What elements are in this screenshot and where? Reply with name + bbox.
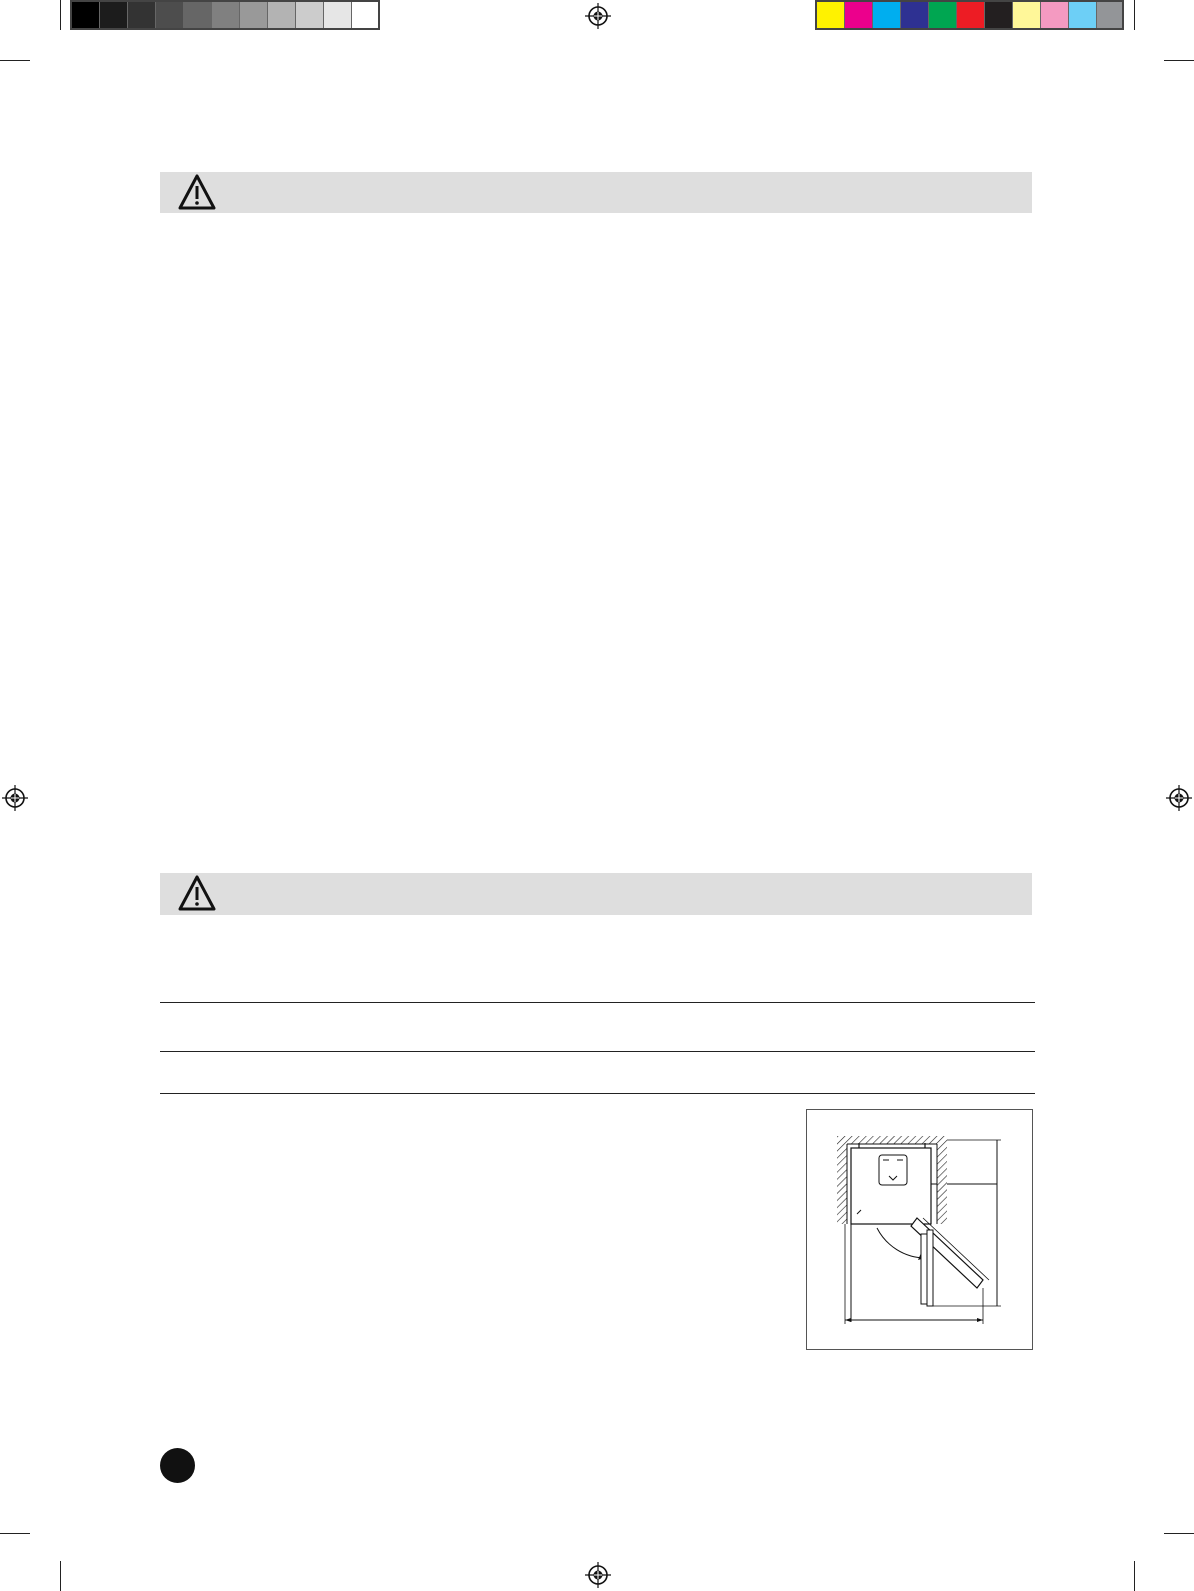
section-divider xyxy=(160,1093,1035,1094)
gray-swatch xyxy=(100,2,128,28)
gray-swatch xyxy=(240,2,268,28)
color-swatch xyxy=(845,2,873,28)
color-swatch xyxy=(1041,2,1069,28)
crop-mark xyxy=(1134,1561,1135,1591)
color-swatch xyxy=(1069,2,1097,28)
registration-mark-icon xyxy=(1166,785,1192,811)
crop-mark xyxy=(1164,1533,1194,1534)
color-swatch xyxy=(929,2,957,28)
registration-mark-icon xyxy=(585,1562,611,1588)
warning-banner xyxy=(160,172,1032,213)
crop-mark xyxy=(60,0,61,30)
gray-swatch xyxy=(352,2,378,28)
color-swatch xyxy=(817,2,845,28)
warning-triangle-icon xyxy=(177,173,217,211)
crop-mark xyxy=(60,1561,61,1591)
crop-mark xyxy=(1134,0,1135,30)
gray-swatch xyxy=(156,2,184,28)
gray-swatch xyxy=(296,2,324,28)
registration-mark-icon xyxy=(2,785,28,811)
crop-mark xyxy=(1164,60,1194,61)
color-swatch xyxy=(1097,2,1122,28)
refrigerator-door-clearance-diagram xyxy=(807,1110,1032,1349)
color-swatch xyxy=(1013,2,1041,28)
crop-mark xyxy=(0,1533,30,1534)
gray-swatch xyxy=(212,2,240,28)
gray-swatch xyxy=(72,2,100,28)
gray-swatch xyxy=(184,2,212,28)
grayscale-color-bar xyxy=(70,0,380,30)
warning-banner xyxy=(160,873,1032,915)
warning-triangle-icon xyxy=(177,874,217,912)
gray-swatch xyxy=(268,2,296,28)
door-clearance-figure xyxy=(806,1109,1033,1350)
gray-swatch xyxy=(324,2,352,28)
color-swatch xyxy=(901,2,929,28)
page-number-badge xyxy=(160,1448,195,1483)
color-swatch xyxy=(957,2,985,28)
section-divider xyxy=(160,1051,1035,1052)
registration-mark-icon xyxy=(585,3,611,29)
crop-mark xyxy=(0,60,30,61)
process-color-bar xyxy=(815,0,1124,30)
gray-swatch xyxy=(128,2,156,28)
color-swatch xyxy=(873,2,901,28)
section-divider xyxy=(160,1002,1035,1003)
color-swatch xyxy=(985,2,1013,28)
